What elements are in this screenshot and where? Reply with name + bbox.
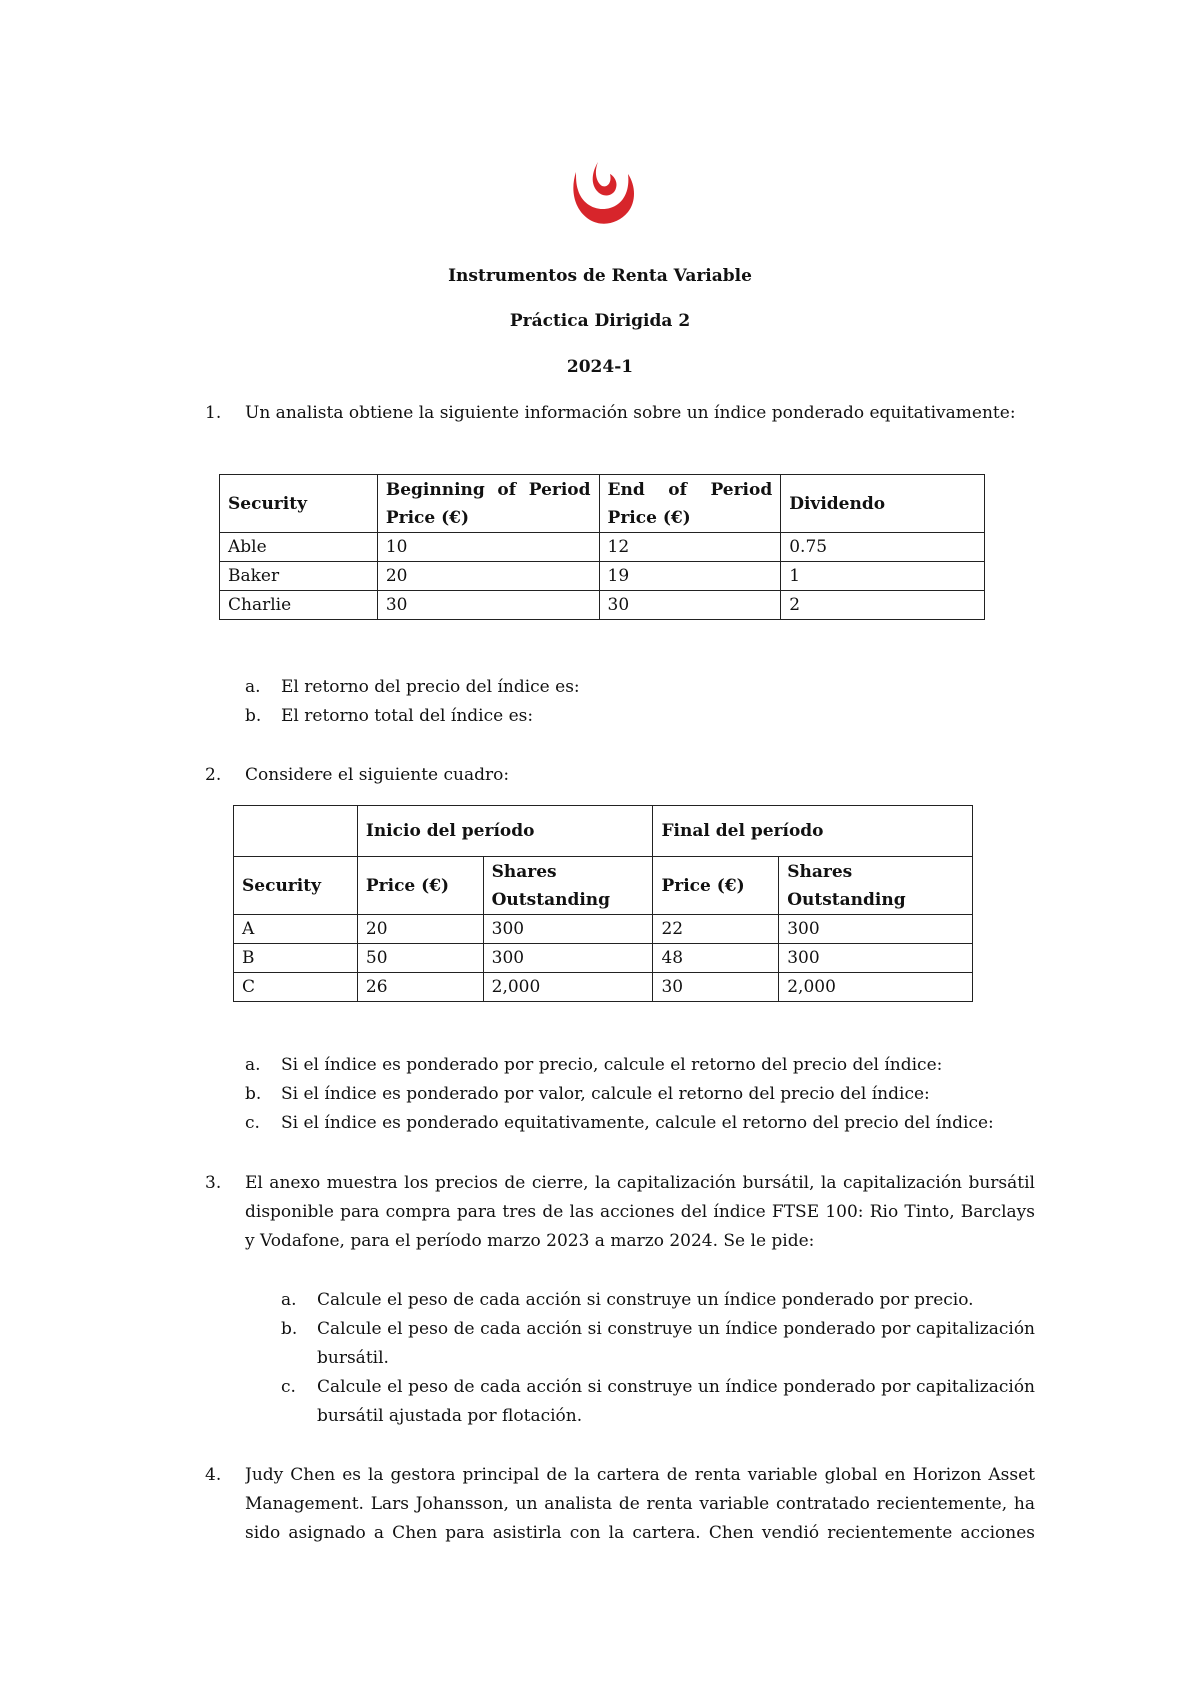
table-group-header-row	[234, 806, 973, 857]
cell: 12	[599, 533, 781, 562]
col-header-end-price: End of Period Price (€)	[599, 475, 781, 533]
cell: Baker	[220, 562, 378, 591]
col-header-start-shares: Shares Outstanding	[483, 857, 653, 915]
table-row	[234, 944, 973, 973]
index-period-table	[233, 805, 973, 1002]
cell: 1	[781, 562, 985, 591]
question-2-text: Considere el siguiente cuadro:	[245, 765, 510, 785]
col-header-beginning-price: Beginning of Period Price (€)	[377, 475, 599, 533]
cell: 48	[653, 944, 779, 973]
practice-title: Práctica Dirigida 2	[509, 311, 691, 331]
cell: 30	[599, 591, 781, 620]
cell: 30	[377, 591, 599, 620]
question-1-number: 1.	[205, 403, 222, 423]
question-3-number: 3.	[205, 1173, 222, 1193]
cell: B	[234, 944, 358, 973]
question-3-item-c: c. Calcule el peso de cada acción si construye un índice ponderado por capitalización bursátil ajustada por flotación.	[281, 1377, 1035, 1426]
cell: 30	[653, 973, 779, 1002]
table-row	[220, 591, 985, 620]
question-4-text: Judy Chen es la gestora principal de la cartera de renta variable global en Horizon Asset Management. Lars Johansson, un analista de renta variable contratado recientemente, ha sido asignado a Chen para asistirla con la cartera. Chen vendió recientemente acciones	[245, 1465, 1035, 1543]
equal-weight-index-table	[219, 474, 985, 620]
cell: Charlie	[220, 591, 378, 620]
question-3-text: El anexo muestra los precios de cierre, la capitalización bursátil, la capitalización bursátil disponible para compra para tres de las acciones del índice FTSE 100: Rio Tinto, Barclays y Vodafone, para el período marzo 2023 a marzo 2024. Se le pide:	[245, 1173, 1035, 1251]
university-logo	[568, 160, 636, 226]
question-1-text: Un analista obtiene la siguiente información sobre un índice ponderado equitativamente:	[245, 403, 1016, 423]
question-2-number: 2.	[205, 765, 222, 785]
cell: 26	[357, 973, 483, 1002]
course-title: Instrumentos de Renta Variable	[448, 266, 752, 286]
cell: C	[234, 973, 358, 1002]
table-row	[234, 915, 973, 944]
col-header-security: Security	[234, 857, 358, 915]
cell: Able	[220, 533, 378, 562]
col-header-security: Security	[220, 475, 378, 533]
term-label: 2024-1	[566, 357, 634, 377]
cell: 10	[377, 533, 599, 562]
cell: 22	[653, 915, 779, 944]
cell: 300	[779, 944, 973, 973]
col-header-end-shares: Shares Outstanding	[779, 857, 973, 915]
table-header-row	[220, 475, 985, 533]
cell: 300	[483, 944, 653, 973]
group-header-start: Inicio del período	[357, 806, 653, 857]
group-header-end: Final del período	[653, 806, 973, 857]
logo-flame-inner	[593, 162, 617, 195]
question-4-number: 4.	[205, 1465, 222, 1485]
cell: 300	[779, 915, 973, 944]
question-3-item-b: b. Calcule el peso de cada acción si construye un índice ponderado por capitalización bursátil.	[281, 1319, 1035, 1368]
table-header-row	[234, 857, 973, 915]
cell: A	[234, 915, 358, 944]
empty-corner-cell	[234, 806, 358, 857]
cell: 20	[377, 562, 599, 591]
col-header-end-price: Price (€)	[653, 857, 779, 915]
cell: 50	[357, 944, 483, 973]
cell: 20	[357, 915, 483, 944]
cell: 2,000	[483, 973, 653, 1002]
table-row	[220, 562, 985, 591]
cell: 0.75	[781, 533, 985, 562]
cell: 19	[599, 562, 781, 591]
cell: 2,000	[779, 973, 973, 1002]
table-row	[220, 533, 985, 562]
cell: 300	[483, 915, 653, 944]
cell: 2	[781, 591, 985, 620]
col-header-start-price: Price (€)	[357, 857, 483, 915]
table-row	[234, 973, 973, 1002]
logo-flame-outer	[573, 172, 634, 224]
col-header-dividend: Dividendo	[781, 475, 985, 533]
